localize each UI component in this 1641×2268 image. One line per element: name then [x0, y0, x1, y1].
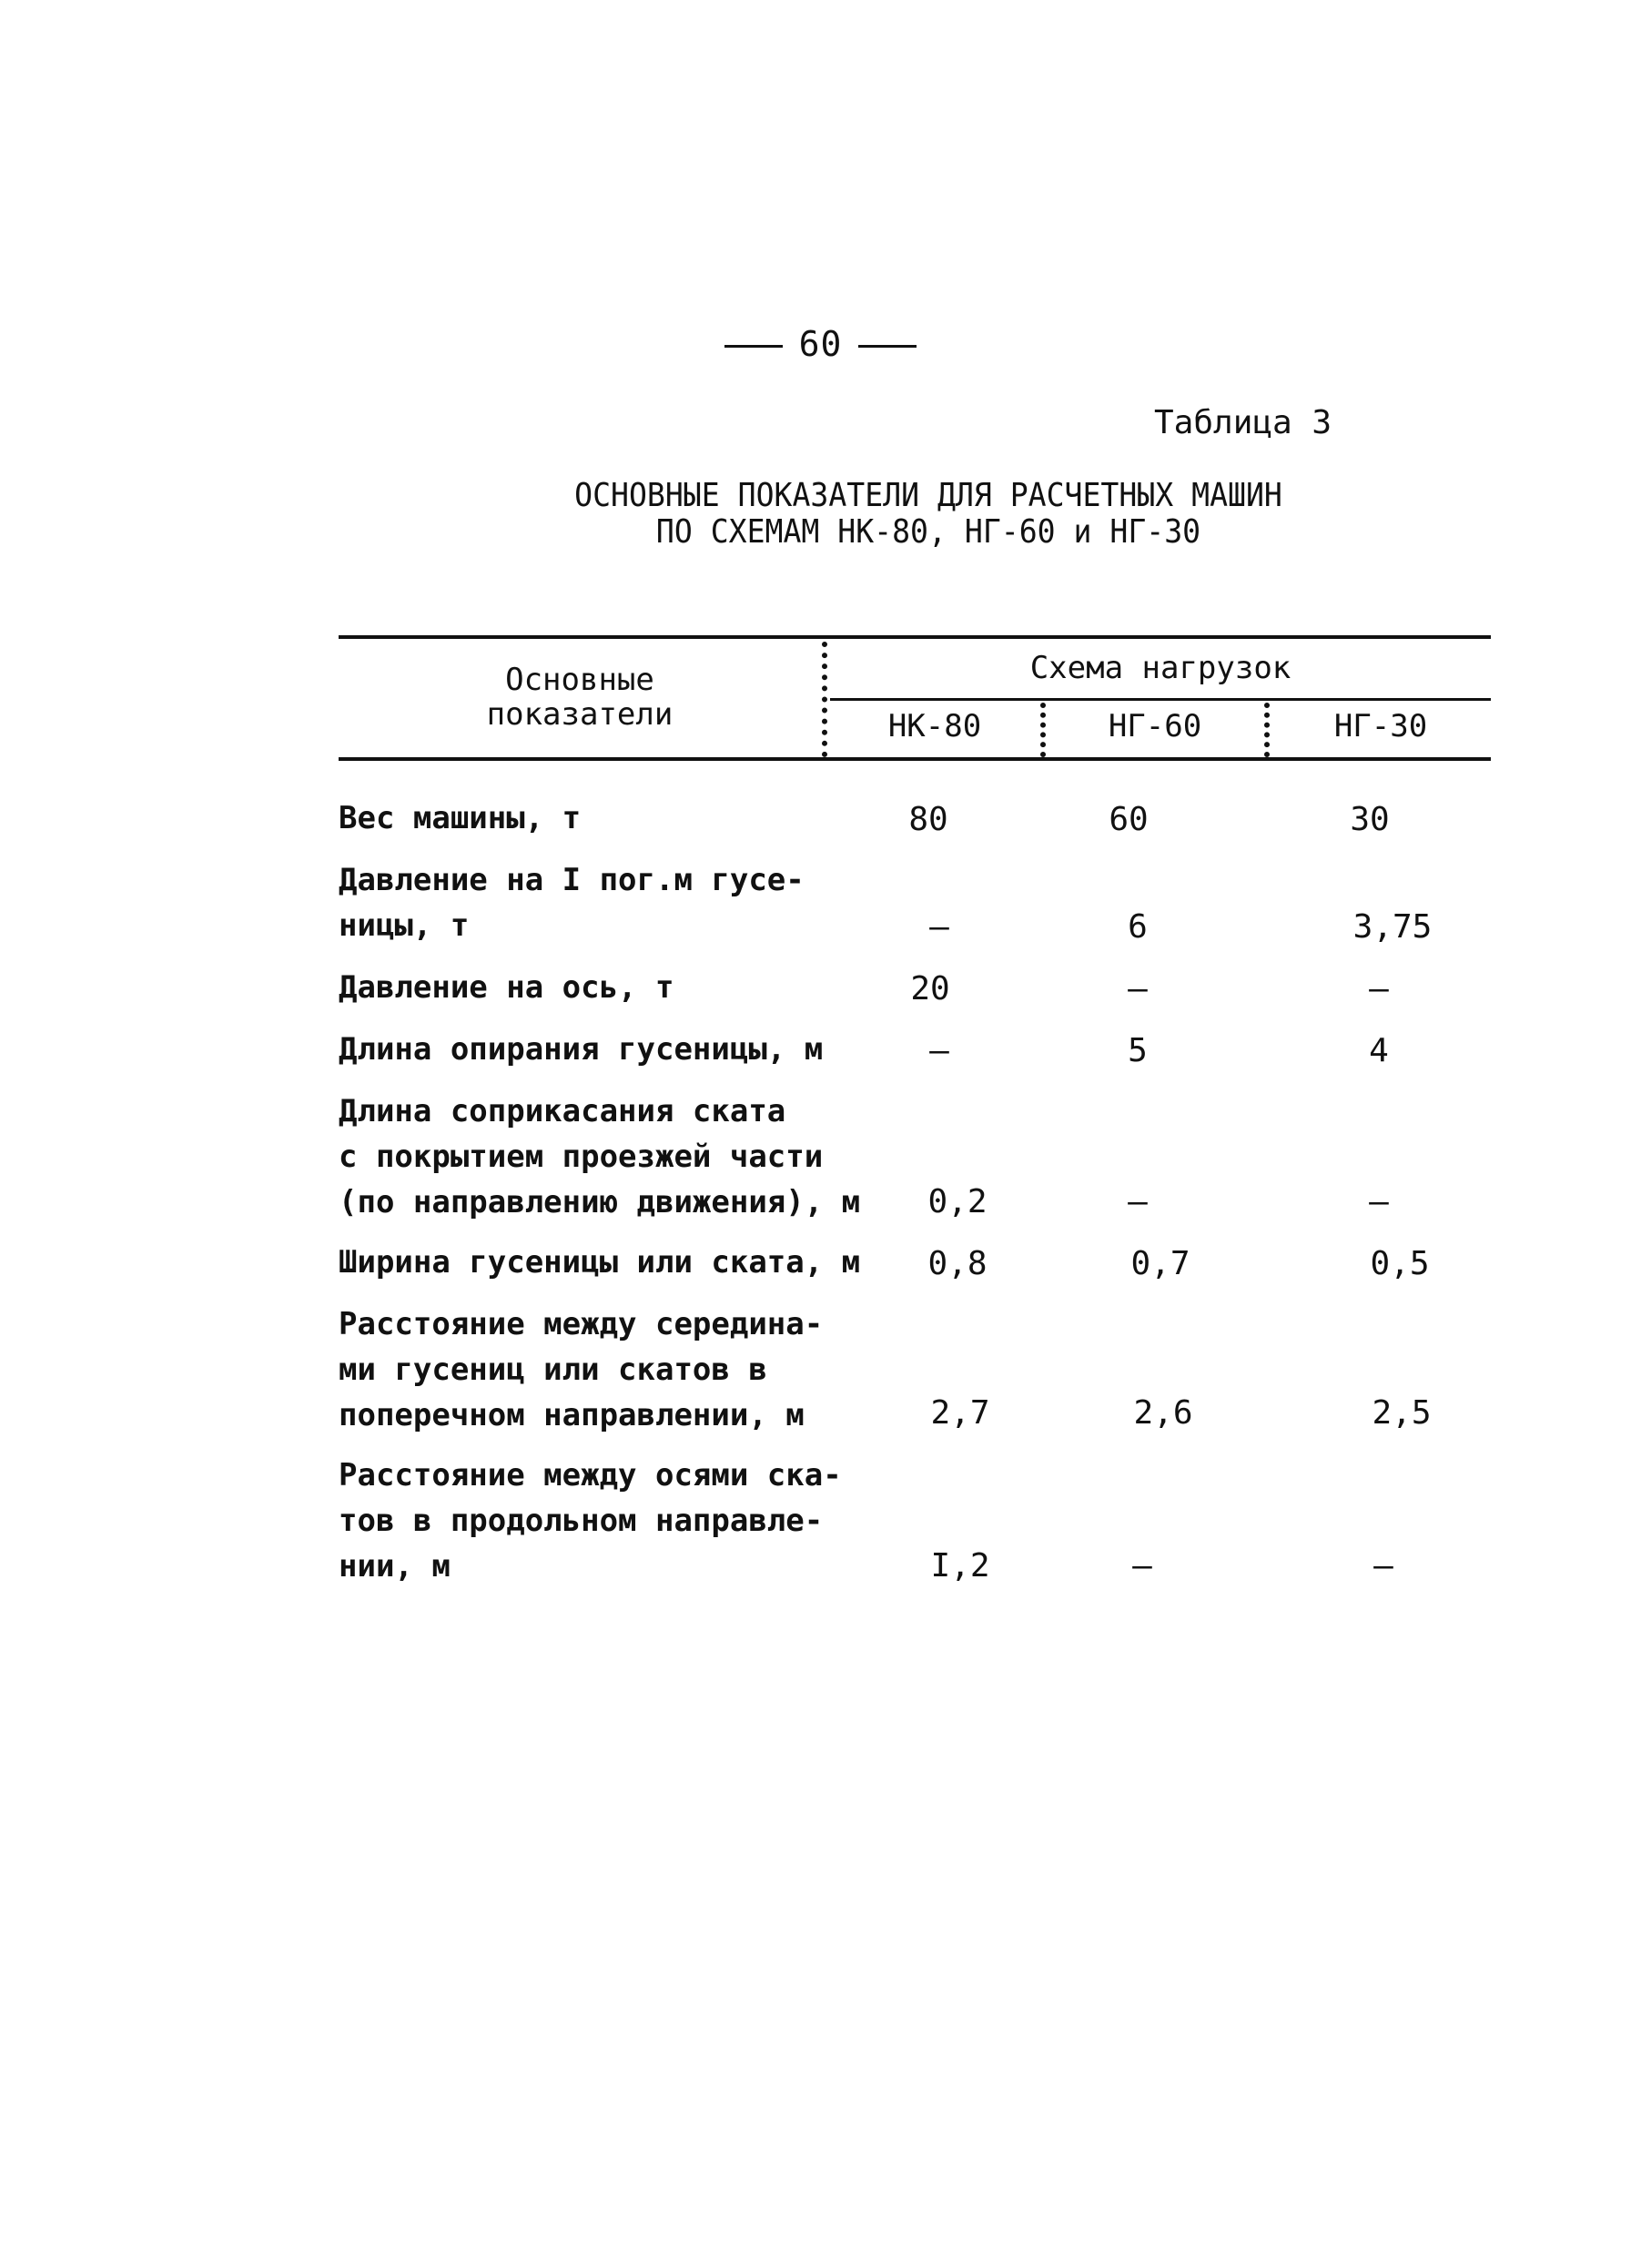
row-5-value-ng60: – [1128, 1183, 1148, 1220]
table-title [510, 478, 1347, 551]
row-6-value-nk80: 0,8 [927, 1245, 988, 1282]
row-7-label-line-1: Расстояние между середина- [339, 1306, 824, 1342]
row-2-label-line-2: ницы, т [339, 907, 470, 944]
header-indicators [339, 663, 821, 732]
row-6-value-ng60: 0,7 [1130, 1245, 1190, 1282]
row-3-value-ng60: – [1128, 970, 1148, 1007]
header-col-nk80: НК-80 [887, 708, 982, 744]
row-1-value-ng60: 60 [1109, 801, 1149, 838]
header-schema-group: Схема нагрузок [1029, 650, 1292, 686]
table-row-label [339, 1088, 885, 1225]
table-row-label [339, 1027, 885, 1072]
row-1-value-ng30: 30 [1350, 801, 1390, 838]
row-8-label-line-2: тов в продольном направле- [339, 1503, 824, 1539]
row-5-value-nk80: 0,2 [927, 1183, 988, 1220]
header-bottom-rule [339, 757, 1491, 761]
header-indicators-line-1: Основные [505, 662, 654, 698]
table-title-line-1: ОСНОВНЫЕ ПОКАЗАТЕЛИ ДЛЯ РАСЧЕТНЫХ МАШИН [574, 477, 1282, 514]
page-number-dash-left [724, 345, 783, 348]
header-separator-col-2-3 [1264, 703, 1270, 757]
row-4-label-line-1: Длина опирания гусеницы, м [339, 1031, 824, 1068]
row-8-value-ng60: – [1132, 1547, 1152, 1585]
row-8-value-ng30: – [1373, 1547, 1393, 1585]
row-7-value-nk80: 2,7 [930, 1394, 990, 1432]
table-title-line-2: ПО СХЕМАМ НК-80, НГ-60 и НГ-30 [655, 513, 1201, 551]
row-5-label-line-2: с покрытием проезжей части [339, 1139, 824, 1175]
header-col-ng60: НГ-60 [1108, 708, 1202, 744]
row-5-label-line-1: Длина соприкасания ската [339, 1093, 786, 1129]
header-indicators-line-2: показатели [486, 696, 674, 733]
row-3-value-ng30: – [1369, 970, 1389, 1007]
table-row-label [339, 965, 885, 1010]
row-4-value-ng60: 5 [1128, 1032, 1148, 1069]
header-col-ng30: НГ-30 [1333, 708, 1428, 744]
table-row-label [339, 795, 885, 841]
header-separator-col-1-2 [1040, 703, 1046, 757]
table-row-label [339, 1301, 885, 1438]
row-2-value-nk80: – [929, 908, 949, 946]
row-8-value-nk80: I,2 [930, 1547, 990, 1585]
row-4-value-ng30: 4 [1369, 1032, 1389, 1069]
row-2-value-ng60: 6 [1128, 908, 1148, 946]
row-3-label-line-1: Давление на ось, т [339, 969, 674, 1006]
row-7-label-line-2: ми гусениц или скатов в [339, 1352, 767, 1388]
row-7-value-ng30: 2,5 [1372, 1394, 1432, 1432]
table-row-label [339, 1453, 885, 1589]
page-number [0, 324, 1641, 364]
table-row-label [339, 857, 885, 948]
page-number-value: 60 [798, 324, 843, 364]
row-2-label-line-1: Давление на I пог.м гусе- [339, 862, 805, 898]
row-8-label-line-1: Расстояние между осями ска- [339, 1457, 842, 1493]
page-number-dash-right [858, 345, 917, 348]
table-label: Таблица 3 [1154, 404, 1332, 441]
row-3-value-nk80: 20 [910, 970, 950, 1007]
row-1-label-line-1: Вес машины, т [339, 800, 582, 836]
row-7-label-line-3: поперечном направлении, м [339, 1397, 805, 1433]
row-7-value-ng60: 2,6 [1133, 1394, 1193, 1432]
row-1-value-nk80: 80 [908, 801, 948, 838]
row-6-label-line-1: Ширина гусеницы или ската, м [339, 1244, 861, 1281]
row-2-value-ng30: 3,75 [1352, 908, 1433, 946]
table-row-label [339, 1240, 885, 1285]
row-5-value-ng30: – [1369, 1183, 1389, 1220]
row-6-value-ng30: 0,5 [1370, 1245, 1430, 1282]
header-group-rule [830, 698, 1491, 701]
header-separator-main [822, 642, 827, 757]
table-top-rule [339, 635, 1491, 639]
row-5-label-line-3: (по направлению движения), м [339, 1184, 861, 1220]
row-8-label-line-3: нии, м [339, 1548, 451, 1585]
row-4-value-nk80: – [929, 1032, 949, 1069]
